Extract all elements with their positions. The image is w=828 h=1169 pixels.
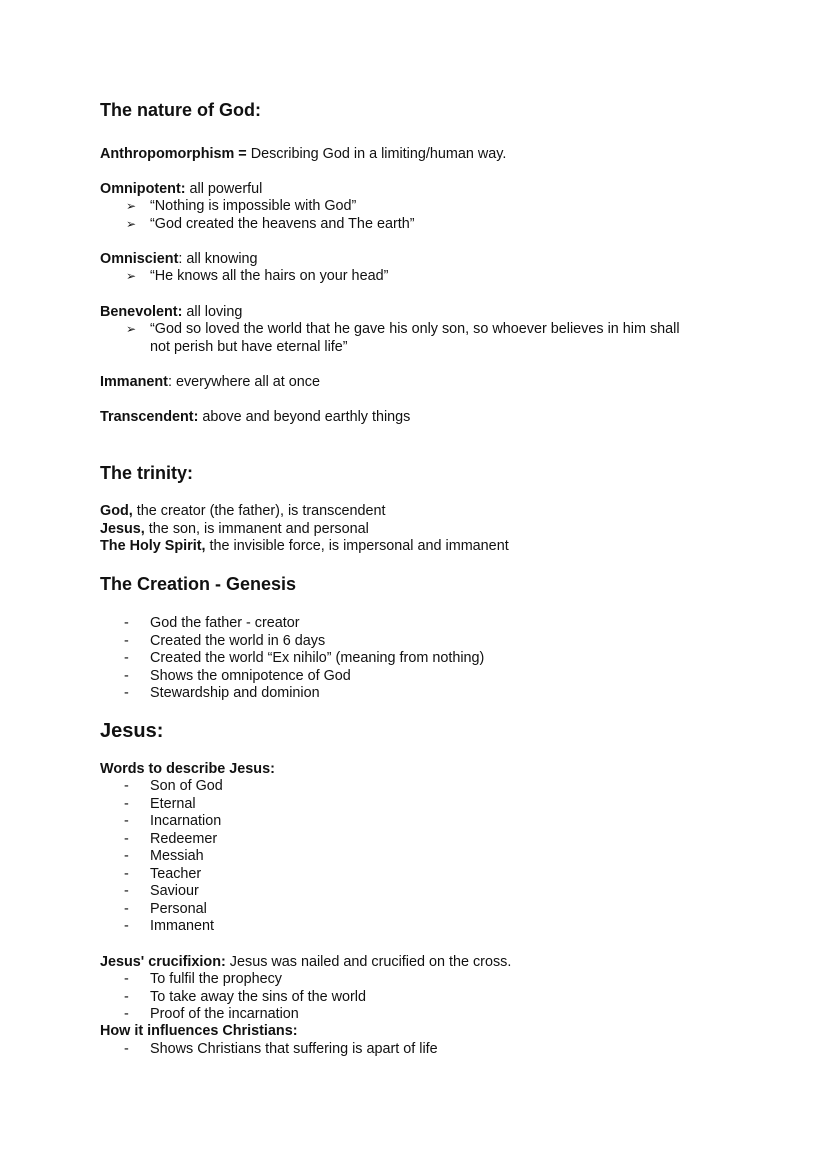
definition: Describing God in a limiting/human way. <box>246 146 507 162</box>
term: Transcendent: <box>100 409 199 425</box>
dash-bullet-icon: - <box>124 796 129 812</box>
dash-bullet-icon: - <box>124 831 129 847</box>
dash-bullet-icon: - <box>124 778 129 794</box>
dash-bullet-icon: - <box>124 866 129 882</box>
list-item: ➢ “God created the heavens and The earth” <box>126 216 415 232</box>
list-item: ➢ “He knows all the hairs on your head” <box>126 268 389 284</box>
heading-nature-of-god: The nature of God: <box>100 100 261 120</box>
dash-bullet-icon: - <box>124 685 129 701</box>
definition: all loving <box>182 304 243 320</box>
list-item: - God the father - creator <box>124 615 300 631</box>
term: Benevolent: <box>100 304 183 320</box>
list-item: - Created the world “Ex nihilo” (meaning from nothing) <box>124 650 485 666</box>
definition: : everywhere all at once <box>167 374 320 390</box>
list-item: - Shows Christians that suffering is apart of life <box>124 1041 438 1057</box>
dash-bullet-icon: - <box>124 668 129 684</box>
term: Omnipotent: <box>100 181 186 197</box>
trinity-line: The Holy Spirit, the invisible force, is impersonal and immanent <box>100 538 509 554</box>
definition-benevolent <box>100 304 242 321</box>
term: Omniscient <box>100 251 179 267</box>
definition: all powerful <box>185 181 263 197</box>
subheading-influences: How it influences Christians: <box>100 1023 298 1039</box>
heading-jesus: Jesus: <box>100 720 164 742</box>
list-item: - Proof of the incarnation <box>124 1006 299 1022</box>
dash-bullet-icon: - <box>124 918 129 934</box>
heading-creation: The Creation - Genesis <box>100 574 297 594</box>
dash-bullet-icon: - <box>124 633 129 649</box>
list-item: - Eternal <box>124 796 196 812</box>
definition-immanent <box>100 374 320 391</box>
list-item: - Shows the omnipotence of God <box>124 668 351 684</box>
list-item: - Created the world in 6 days <box>124 633 326 649</box>
term: Anthropomorphism = <box>100 146 247 162</box>
arrow-bullet-icon: ➢ <box>126 217 137 231</box>
list-item: - Personal <box>124 901 207 917</box>
dash-bullet-icon: - <box>124 1006 129 1022</box>
dash-bullet-icon: - <box>124 615 129 631</box>
dash-bullet-icon: - <box>124 1041 129 1057</box>
list-item: - To fulfil the prophecy <box>124 971 282 987</box>
list-item: - Immanent <box>124 918 214 934</box>
definition-crucifixion: Jesus' crucifixion: Jesus was nailed and crucified on the cross. <box>100 954 512 970</box>
definition-omnipotent <box>100 181 262 198</box>
trinity-line: God, the creator (the father), is transcendent <box>100 503 386 519</box>
list-item: - To take away the sins of the world <box>124 989 366 1005</box>
term: Immanent <box>100 374 168 390</box>
list-item: - Messiah <box>124 848 204 864</box>
list-item: - Redeemer <box>124 831 218 847</box>
arrow-bullet-icon: ➢ <box>126 269 137 283</box>
definition: : all knowing <box>178 251 258 267</box>
list-item: ➢ “God so loved the world that he gave his only son, so whoever believes in him shall <box>126 321 680 337</box>
subheading-words-to-describe-jesus: Words to describe Jesus: <box>100 761 275 777</box>
list-item: - Teacher <box>124 866 202 882</box>
list-item: - Incarnation <box>124 813 222 829</box>
dash-bullet-icon: - <box>124 901 129 917</box>
definition-anthropomorphism <box>100 146 506 163</box>
definition-transcendent <box>100 409 410 426</box>
arrow-bullet-icon: ➢ <box>126 199 137 213</box>
dash-bullet-icon: - <box>124 848 129 864</box>
definition-omniscient <box>100 251 258 268</box>
trinity-line: Jesus, the son, is immanent and personal <box>100 521 369 537</box>
list-item: - Stewardship and dominion <box>124 685 320 701</box>
dash-bullet-icon: - <box>124 883 129 899</box>
dash-bullet-icon: - <box>124 813 129 829</box>
list-item: ➢ “Nothing is impossible with God” <box>126 198 357 214</box>
list-item: - Saviour <box>124 883 199 899</box>
list-item: - Son of God <box>124 778 223 794</box>
heading-trinity: The trinity: <box>100 463 193 483</box>
dash-bullet-icon: - <box>124 650 129 666</box>
arrow-bullet-icon: ➢ <box>126 322 137 336</box>
dash-bullet-icon: - <box>124 971 129 987</box>
list-item-continuation: not perish but have eternal life” <box>150 339 348 355</box>
dash-bullet-icon: - <box>124 989 129 1005</box>
definition: above and beyond earthly things <box>198 409 411 425</box>
